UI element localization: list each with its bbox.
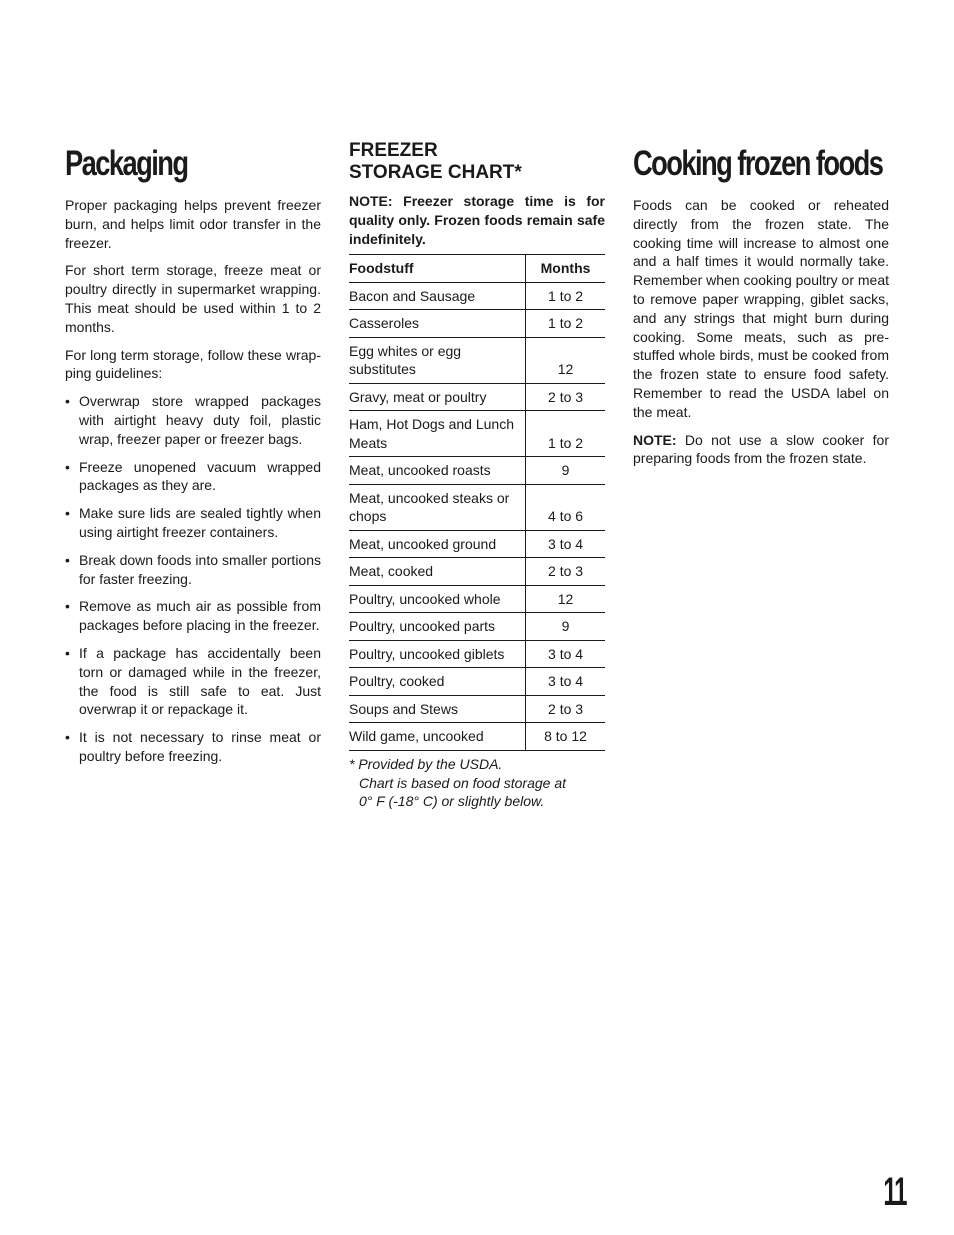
bullet-icon: • [65, 644, 70, 661]
storage-chart-note: NOTE: Freezer storage time is for quality only. Frozen foods remain safe indefinitely. [349, 193, 605, 247]
cooking-title: Cooking frozen foods [633, 144, 883, 183]
table-row: Poultry, cooked 3 to 4 [349, 668, 605, 696]
storage-table [349, 254, 605, 751]
packaging-section [65, 140, 321, 775]
table-row: Egg whites or egg substitutes 12 [349, 337, 605, 383]
table-row: Bacon and Sausage 1 to 2 [349, 282, 605, 310]
table-row: Poultry, uncooked giblets 3 to 4 [349, 640, 605, 668]
header-foodstuff: Foodstuff [349, 255, 526, 283]
table-row: Poultry, uncooked whole 12 [349, 585, 605, 613]
table-row: Poultry, uncooked parts 9 [349, 613, 605, 641]
packaging-bullet-list [65, 392, 321, 766]
table-row: Ham, Hot Dogs and Lunch Meats 1 to 2 [349, 411, 605, 457]
bullet-icon: • [65, 551, 70, 568]
table-row: Soups and Stews 2 to 3 [349, 695, 605, 723]
list-item: • Break down foods into smaller portions for faster freezing. [65, 551, 321, 587]
cooking-paragraph-1: Foods can be cooked or reheated directly from the frozen state. The cooking time will increase to almost one and a half times it would normally take. Remember when cooking poultry or meat to remove paper wrapping, giblet sacks, and any strings that might burn during cooking. Some meats, such as pre-stuffed whole birds, must be cooked from the frozen state to ensure food safety. Remember to read the USDA label on the meat. [633, 197, 890, 420]
packaging-paragraph-1: Proper packaging helps prevent freezer burn, and helps limit odor transfer in the freezer. [65, 197, 321, 251]
list-item: • Remove as much air as possible from packages before placing in the freezer. [65, 598, 321, 634]
table-row: Casseroles 1 to 2 [349, 310, 605, 338]
cooking-note: NOTE: Do not use a slow cooker for preparing foods from the frozen state. [633, 431, 889, 467]
list-item: • Make sure lids are sealed tightly when using airtight freezer containers. [65, 505, 321, 540]
bullet-icon: • [65, 598, 70, 615]
cooking-section [633, 140, 889, 477]
table-row: Wild game, uncooked 8 to 12 [349, 723, 605, 751]
bullet-icon: • [65, 729, 70, 746]
table-row: Meat, cooked 2 to 3 [349, 558, 605, 586]
packaging-title: Packaging [65, 144, 188, 183]
storage-chart-title: FREEZER STORAGE CHART* [349, 140, 522, 183]
table-row: Gravy, meat or poultry 2 to 3 [349, 383, 605, 411]
list-item: • Overwrap store wrapped packages with airtight heavy duty foil, plastic wrap, freezer paper or freezer bags. [65, 393, 321, 447]
bullet-icon: • [65, 505, 70, 522]
table-row: Meat, uncooked steaks or chops 4 to 6 [349, 484, 605, 530]
list-item: • Freeze unopened vacuum wrapped packages as they are. [65, 458, 321, 494]
table-row: Meat, uncooked roasts 9 [349, 457, 605, 485]
packaging-paragraph-3: For long term storage, follow these wrap-ping guidelines: [65, 346, 321, 382]
storage-chart-footnote: * Provided by the USDA. Chart is based on food storage at 0° F (-18° C) or slightly below. [349, 755, 567, 810]
bullet-icon: • [65, 458, 70, 475]
page-number: 11 [883, 1170, 906, 1214]
table-row: Meat, uncooked ground 3 to 4 [349, 530, 605, 558]
header-months: Months [526, 255, 605, 283]
packaging-paragraph-2: For short term storage, freeze meat or poultry directly in supermarket wrapping. This meat should be used within 1 to 2 months. [65, 262, 321, 335]
table-header-row [349, 255, 605, 283]
list-item: • If a package has accidentally been torn or damaged while in the freezer, the food is still safe to eat. Just overwrap it or repackage it. [65, 644, 321, 718]
storage-chart-section [349, 140, 605, 811]
bullet-icon: • [65, 393, 70, 410]
list-item: • It is not necessary to rinse meat or poultry before freezing. [65, 729, 321, 764]
